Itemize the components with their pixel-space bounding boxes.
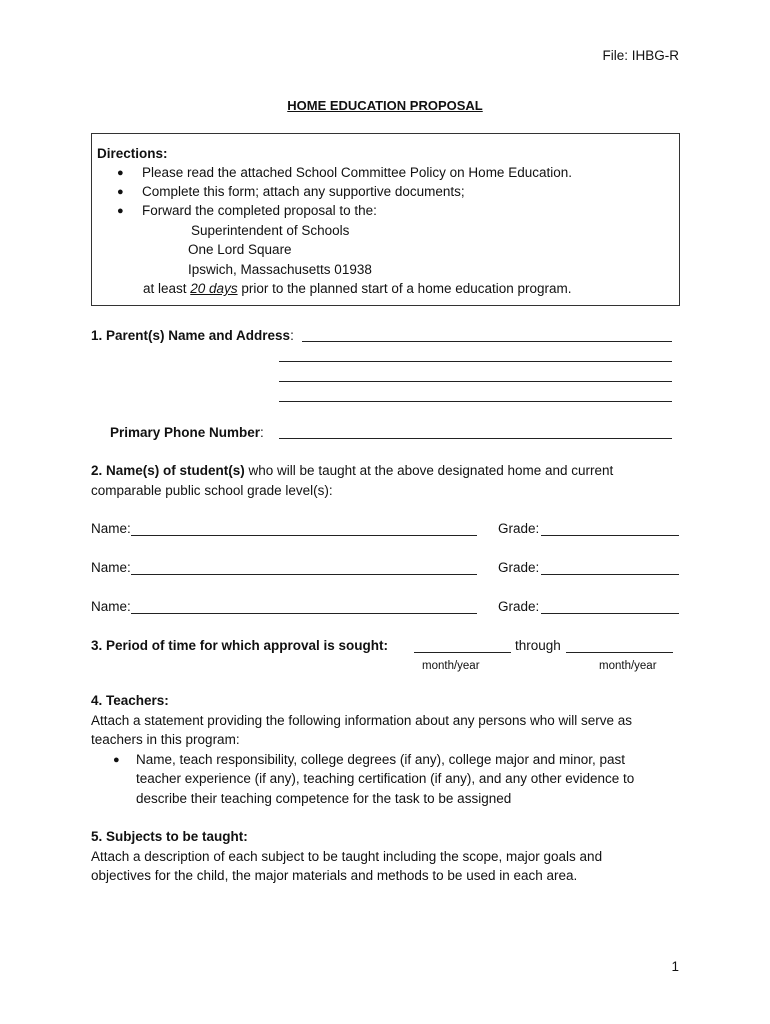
grade-label: Grade:	[498, 560, 540, 575]
phone-label: Primary Phone Number	[110, 425, 261, 440]
section5-text-line2: objectives for the child, the major materials and methods to be used in each area.	[91, 868, 578, 883]
grade-line-2[interactable]	[541, 574, 679, 575]
parent-address-line-3[interactable]	[279, 381, 672, 382]
section2-text: who will be taught at the above designated home and current	[244, 463, 614, 478]
phone-heading	[110, 425, 264, 440]
parent-address-line-2[interactable]	[279, 361, 672, 362]
parent-address-line-4[interactable]	[279, 401, 672, 402]
section3-label: 3. Period of time for which approval is sought:	[91, 638, 389, 653]
parent-address-line-1[interactable]	[302, 341, 672, 342]
deadline-suffix: prior to the planned start of a home education program.	[237, 281, 572, 296]
file-reference: File: IHBG-R	[602, 48, 679, 63]
bullet-icon: ●	[117, 205, 124, 217]
directions-item: Forward the completed proposal to the:	[142, 203, 377, 218]
phone-colon: :	[260, 425, 264, 440]
period-end-hint: month/year	[599, 660, 657, 672]
section4-text-line1: Attach a statement providing the following information about any persons who will serve as	[91, 713, 633, 728]
deadline-text	[143, 281, 572, 296]
grade-line-1[interactable]	[541, 535, 679, 536]
page-title: HOME EDUCATION PROPOSAL	[287, 98, 483, 113]
directions-item: Please read the attached School Committee Policy on Home Education.	[142, 165, 572, 180]
address-line: Superintendent of Schools	[191, 223, 350, 238]
teacher-requirements-line: teacher experience (if any), teaching certification (if any), and any other evidence to	[136, 771, 635, 786]
section1-heading	[91, 328, 294, 343]
section2-text-line2: comparable public school grade level(s):	[91, 483, 333, 498]
student-name-label: Name:	[91, 521, 131, 536]
bullet-icon: ●	[113, 754, 120, 766]
student-name-label: Name:	[91, 560, 131, 575]
period-start-line[interactable]	[414, 652, 511, 653]
bullet-icon: ●	[117, 186, 124, 198]
directions-item: Complete this form; attach any supportive documents;	[142, 184, 465, 199]
section4-text-line2: teachers in this program:	[91, 732, 240, 747]
section2-label: 2. Name(s) of student(s)	[91, 463, 245, 478]
section1-label: 1. Parent(s) Name and Address	[91, 328, 291, 343]
student-name-line-3[interactable]	[131, 613, 477, 614]
student-name-line-1[interactable]	[131, 535, 477, 536]
grade-line-3[interactable]	[541, 613, 679, 614]
address-line: One Lord Square	[188, 242, 292, 257]
section1-colon: :	[290, 328, 294, 343]
deadline-prefix: at least	[143, 281, 191, 296]
bullet-icon: ●	[117, 167, 124, 179]
student-name-line-2[interactable]	[131, 574, 477, 575]
section5-text-line1: Attach a description of each subject to be taught including the scope, major goals and	[91, 849, 603, 864]
phone-number-line[interactable]	[279, 438, 672, 439]
grade-label: Grade:	[498, 521, 540, 536]
student-name-label: Name:	[91, 599, 131, 614]
teacher-requirements-line: Name, teach responsibility, college degrees (if any), college major and minor, past	[136, 752, 625, 767]
section2-text-line1	[91, 463, 613, 478]
period-start-hint: month/year	[422, 660, 480, 672]
page-number: 1	[671, 959, 679, 974]
grade-label: Grade:	[498, 599, 540, 614]
address-line: Ipswich, Massachusetts 01938	[188, 262, 372, 277]
section5-label: 5. Subjects to be taught:	[91, 829, 248, 844]
period-end-line[interactable]	[566, 652, 673, 653]
through-label: through	[515, 638, 561, 653]
teacher-requirements-line: describe their teaching competence for the task to be assigned	[136, 791, 512, 806]
directions-heading: Directions:	[97, 146, 168, 161]
deadline-days: 20 days	[190, 281, 238, 296]
section4-label: 4. Teachers:	[91, 693, 169, 708]
